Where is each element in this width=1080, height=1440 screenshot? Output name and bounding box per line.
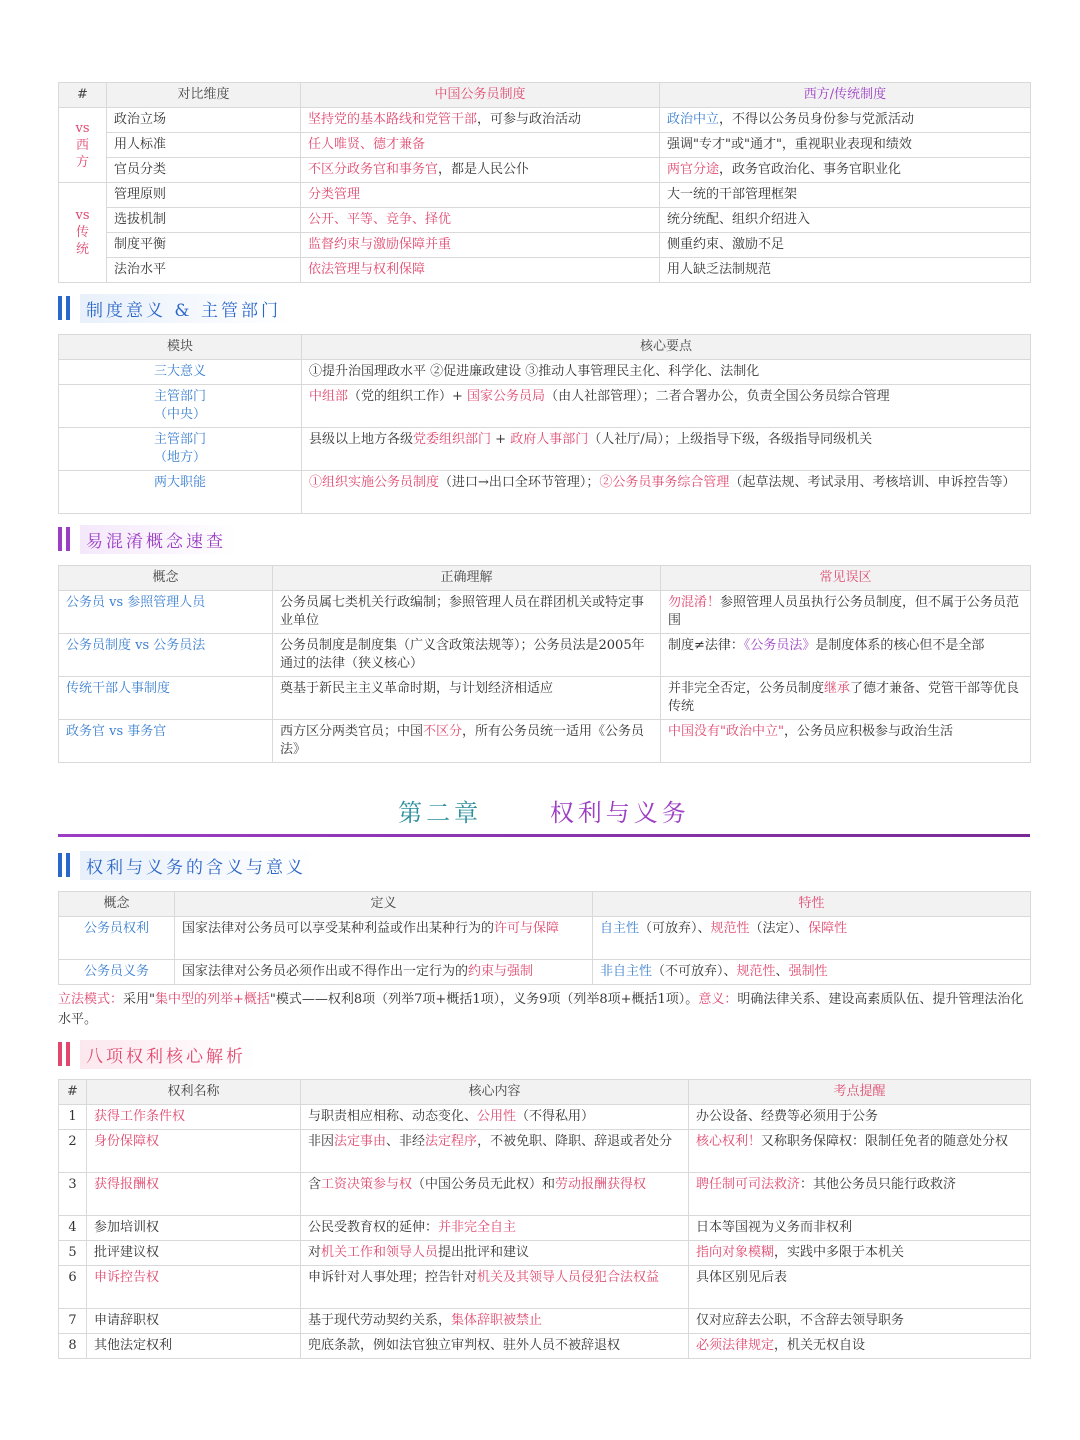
concept-name: 传统干部人事制度 xyxy=(59,677,273,720)
row-china: 任人唯贤、德才兼备 xyxy=(301,133,660,158)
row-dim: 法治水平 xyxy=(107,258,301,283)
right-index: 8 xyxy=(59,1334,87,1359)
concept-name: 政务官 vs 事务官 xyxy=(59,720,273,763)
section-bar xyxy=(58,296,62,320)
concept-misconception: 中国没有"政治中立"，公务员应积极参与政治生活 xyxy=(661,720,1031,763)
right-tip: 核心权利！又称职务保障权：限制任免者的随意处分权 xyxy=(689,1130,1031,1173)
right-name: 获得报酬权 xyxy=(87,1173,301,1216)
right-tip: 指向对象模糊，实践中多限于本机关 xyxy=(689,1241,1031,1266)
row-china: 依法管理与权利保障 xyxy=(301,258,660,283)
row-dim: 政治立场 xyxy=(107,108,301,133)
header-west: 西方/传统制度 xyxy=(660,83,1031,108)
row-west: 统分统配、组织介绍进入 xyxy=(660,208,1031,233)
right-index: 5 xyxy=(59,1241,87,1266)
chapter-title xyxy=(58,793,1030,828)
section-title: 易混淆概念速查 xyxy=(80,525,236,554)
right-content: 基于现代劳动契约关系，集体辞职被禁止 xyxy=(301,1309,689,1334)
row-dim: 用人标准 xyxy=(107,133,301,158)
module-label: 主管部门 （中央） xyxy=(59,385,302,428)
eight-rights-table xyxy=(58,1079,1031,1359)
section-title: 制度意义 & 主管部门 xyxy=(80,294,291,323)
legislation-note: 立法模式：采用"集中型的列举+概括"模式——权利8项（列举7项+概括1项），义务9项（列举8项+概括1项）。意义：明确法律关系、建设高素质队伍、提升管理法治化水平。 xyxy=(58,992,1024,1027)
meaning-table-block xyxy=(58,334,1030,514)
confuse-table-block xyxy=(58,565,1030,763)
right-content: 兜底条款，例如法官独立审判权、驻外人员不被辞退权 xyxy=(301,1334,689,1359)
right-content: 非因法定事由、非经法定程序，不被免职、降职、辞退或者处分 xyxy=(301,1130,689,1173)
row-china: 公开、平等、竞争、择优 xyxy=(301,208,660,233)
header-right-name: 权利名称 xyxy=(87,1080,301,1105)
right-tip: 日本等国视为义务而非权利 xyxy=(689,1216,1031,1241)
row-china: 分类管理 xyxy=(301,183,660,208)
section-bar xyxy=(66,296,70,320)
rights-features: 自主性（可放弃）、规范性（法定）、保障性 xyxy=(593,917,1031,960)
concept-misconception: 并非完全否定，公务员制度继承了德才兼备、党管干部等优良传统 xyxy=(661,677,1031,720)
module-content: ①组织实施公务员制度（进口→出口全环节管理）；②公务员事务综合管理（起草法规、考试录用、考核培训、申诉控告等） xyxy=(302,471,1031,514)
rights-features: 非自主性（不可放弃）、规范性、强制性 xyxy=(593,960,1031,985)
section-bar xyxy=(66,527,70,551)
row-dim: 管理原则 xyxy=(107,183,301,208)
right-content: 申诉针对人事处理；控告针对机关及其领导人员侵犯合法权益 xyxy=(301,1266,689,1309)
rights-definition: 国家法律对公务员必须作出或不得作出一定行为的约束与强制 xyxy=(175,960,593,985)
row-west: 用人缺乏法制规范 xyxy=(660,258,1031,283)
row-dim: 制度平衡 xyxy=(107,233,301,258)
confuse-table xyxy=(58,565,1031,763)
concept-misconception: 制度≠法律：《公务员法》是制度体系的核心但不是全部 xyxy=(661,634,1031,677)
row-west: 强调"专才"或"通才"，重视职业表现和绩效 xyxy=(660,133,1031,158)
section-heading-confuse xyxy=(58,524,236,554)
row-dim: 官员分类 xyxy=(107,158,301,183)
right-index: 1 xyxy=(59,1105,87,1130)
header-misconception: 常见误区 xyxy=(661,566,1031,591)
meaning-table xyxy=(58,334,1031,514)
concept-understanding: 奠基于新民主主义革命时期，与计划经济相适应 xyxy=(273,677,661,720)
section-heading-eight-rights xyxy=(58,1039,256,1069)
concept-name: 公务员 vs 参照管理人员 xyxy=(59,591,273,634)
right-content: 含工资决策参与权（中国公务员无此权）和劳动报酬获得权 xyxy=(301,1173,689,1216)
module-content: 县级以上地方各级党委组织部门 + 政府人事部门（人社厅/局）；上级指导下级，各级指导同级机关 xyxy=(302,428,1031,471)
row-china: 坚持党的基本路线和党管干部，可参与政治活动 xyxy=(301,108,660,133)
row-china: 监督约束与激励保障并重 xyxy=(301,233,660,258)
rights-concept: 公务员权利 xyxy=(59,917,175,960)
rights-def-table-block xyxy=(58,891,1030,985)
section-heading-meaning xyxy=(58,293,291,323)
concept-understanding: 公务员属七类机关行政编制；参照管理人员在群团机关或特定事业单位 xyxy=(273,591,661,634)
right-content: 与职责相应相称、动态变化、公用性（不得私用） xyxy=(301,1105,689,1130)
group-vs-west: vs西方 xyxy=(59,108,107,183)
header-understanding: 正确理解 xyxy=(273,566,661,591)
header-index: # xyxy=(59,1080,87,1105)
section-title: 八项权利核心解析 xyxy=(80,1040,256,1069)
rights-definition: 国家法律对公务员可以享受某种利益或作出某种行为的许可与保障 xyxy=(175,917,593,960)
header-module: 模块 xyxy=(59,335,302,360)
section-bar xyxy=(58,527,62,551)
header-concept: 概念 xyxy=(59,892,175,917)
comparison-table xyxy=(58,82,1031,283)
concept-understanding: 西方区分两类官员；中国不区分，所有公务员统一适用《公务员法》 xyxy=(273,720,661,763)
right-name: 申请辞职权 xyxy=(87,1309,301,1334)
right-index: 6 xyxy=(59,1266,87,1309)
right-tip: 仅对应辞去公职，不含辞去领导职务 xyxy=(689,1309,1031,1334)
right-name: 身份保障权 xyxy=(87,1130,301,1173)
right-tip: 办公设备、经费等必须用于公务 xyxy=(689,1105,1031,1130)
concept-misconception: 勿混淆！参照管理人员虽执行公务员制度，但不属于公务员范围 xyxy=(661,591,1031,634)
header-definition: 定义 xyxy=(175,892,593,917)
section-title: 权利与义务的含义与意义 xyxy=(80,851,316,880)
right-index: 3 xyxy=(59,1173,87,1216)
right-name: 批评建议权 xyxy=(87,1241,301,1266)
header-dimension: 对比维度 xyxy=(107,83,301,108)
right-name: 参加培训权 xyxy=(87,1216,301,1241)
header-features: 特性 xyxy=(593,892,1031,917)
group-vs-tradition: vs传统 xyxy=(59,183,107,283)
chapter-divider xyxy=(58,834,1030,837)
header-points: 核心要点 xyxy=(302,335,1031,360)
chapter-number: 第二章 xyxy=(398,799,483,827)
module-label: 三大意义 xyxy=(59,360,302,385)
row-west: 政治中立，不得以公务员身份参与党派活动 xyxy=(660,108,1031,133)
chapter-name: 权利与义务 xyxy=(549,799,690,827)
right-index: 7 xyxy=(59,1309,87,1334)
right-index: 2 xyxy=(59,1130,87,1173)
row-china: 不区分政务官和事务官，都是人民公仆 xyxy=(301,158,660,183)
row-west: 大一统的干部管理框架 xyxy=(660,183,1031,208)
header-core-content: 核心内容 xyxy=(301,1080,689,1105)
header-exam-tip: 考点提醒 xyxy=(689,1080,1031,1105)
row-west: 两官分途，政务官政治化、事务官职业化 xyxy=(660,158,1031,183)
module-label: 主管部门 （地方） xyxy=(59,428,302,471)
section-heading-rights-def xyxy=(58,850,316,880)
section-bar xyxy=(58,1042,62,1066)
section-bar xyxy=(58,853,62,877)
row-west: 侧重约束、激励不足 xyxy=(660,233,1031,258)
right-name: 获得工作条件权 xyxy=(87,1105,301,1130)
right-tip: 具体区别见后表 xyxy=(689,1266,1031,1309)
header-index: # xyxy=(59,83,107,108)
concept-understanding: 公务员制度是制度集（广义含政策法规等）；公务员法是2005年通过的法律（狭义核心） xyxy=(273,634,661,677)
right-content: 对机关工作和领导人员提出批评和建议 xyxy=(301,1241,689,1266)
rights-concept: 公务员义务 xyxy=(59,960,175,985)
right-index: 4 xyxy=(59,1216,87,1241)
module-content: 中组部（党的组织工作）+ 国家公务员局（由人社部管理）；二者合署办公，负责全国公务员综合管理 xyxy=(302,385,1031,428)
right-content: 公民受教育权的延伸：并非完全自主 xyxy=(301,1216,689,1241)
header-concept: 概念 xyxy=(59,566,273,591)
comparison-table-block xyxy=(58,82,1030,283)
module-label: 两大职能 xyxy=(59,471,302,514)
header-china: 中国公务员制度 xyxy=(301,83,660,108)
right-name: 申诉控告权 xyxy=(87,1266,301,1309)
right-tip: 必须法律规定，机关无权自设 xyxy=(689,1334,1031,1359)
right-tip: 聘任制可司法救济：其他公务员只能行政救济 xyxy=(689,1173,1031,1216)
module-content: ①提升治国理政水平 ②促进廉政建设 ③推动人事管理民主化、科学化、法制化 xyxy=(302,360,1031,385)
right-name: 其他法定权利 xyxy=(87,1334,301,1359)
concept-name: 公务员制度 vs 公务员法 xyxy=(59,634,273,677)
section-bar xyxy=(66,1042,70,1066)
row-dim: 选拔机制 xyxy=(107,208,301,233)
section-bar xyxy=(66,853,70,877)
eight-rights-table-block xyxy=(58,1079,1030,1359)
rights-def-table xyxy=(58,891,1031,985)
